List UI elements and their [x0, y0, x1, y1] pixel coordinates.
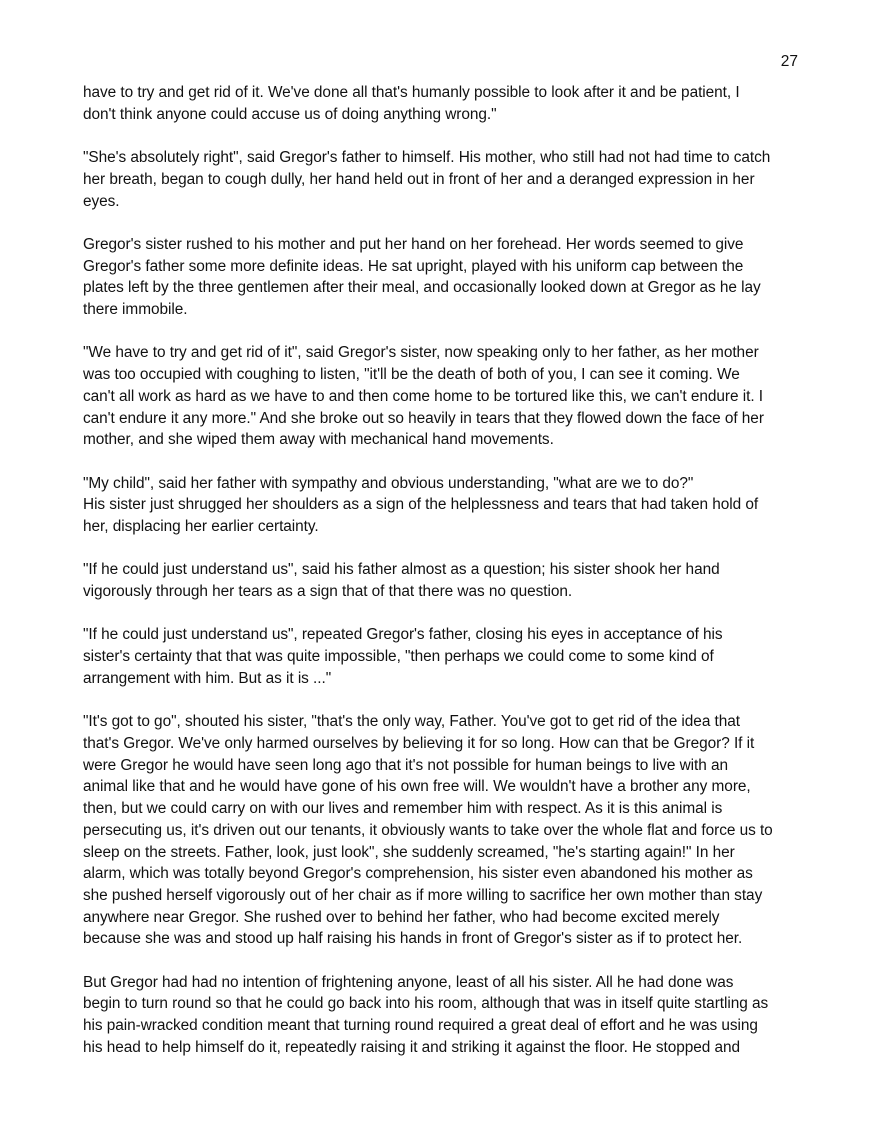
text-line: persecuting us, it's driven out our tenants, it obviously wants to take over the whole flat and force us to — [83, 821, 773, 839]
text-line: there immobile. — [83, 301, 188, 318]
text-line: vigorously through her tears as a sign that of that there was no question. — [83, 583, 573, 601]
text-line: begin to turn round so that he could go back into his room, although that was in itself quite startling as — [83, 995, 769, 1013]
text-line: "My child", said her father with sympathy and obvious understanding, "what are we to do?" — [83, 474, 694, 492]
text-line: that's Gregor. We've only harmed ourselves by believing it for so long. How can that be Gregor? If it — [83, 734, 755, 752]
paragraph — [83, 624, 801, 689]
text-line: "It's got to go", shouted his sister, "that's the only way, Father. You've got to get rid of the idea that — [83, 713, 741, 731]
text-line: then, but we could carry on with our lives and remember him with respect. As it is this animal is — [83, 800, 723, 818]
text-line: "If he could just understand us", repeated Gregor's father, closing his eyes in acceptance of his — [83, 626, 723, 644]
paragraph — [83, 711, 801, 950]
paragraph — [83, 473, 801, 538]
text-line: because she was and stood up half raising his hands in front of Gregor's sister as if to protect her. — [83, 930, 743, 948]
text-line: "She's absolutely right", said Gregor's father to himself. His mother, who still had not had time to catch — [83, 149, 771, 167]
paragraph — [83, 559, 801, 602]
text-line: sleep on the streets. Father, look, just look", she suddenly screamed, "he's starting again!" In her — [83, 843, 735, 861]
page-number: 27 — [780, 53, 798, 70]
text-line: alarm, which was totally beyond Gregor's comprehension, his sister even abandoned his mother as — [83, 865, 753, 883]
text-line: eyes. — [83, 192, 120, 210]
text-line: His sister just shrugged her shoulders as a sign of the helplessness and tears that had taken hold of — [83, 496, 759, 514]
text-line: her breath, began to cough dully, her hand held out in front of her and a deranged expression in her — [83, 170, 755, 188]
text-line: plates left by the three gentlemen after their meal, and occasionally looked down at Gregor as he lay — [83, 279, 761, 297]
paragraph — [83, 82, 801, 125]
text-line: don't think anyone could accuse us of doing anything wrong." — [83, 105, 497, 123]
text-line: mother, and she wiped them away with mechanical hand movements. — [83, 431, 554, 449]
text-line: But Gregor had had no intention of frightening anyone, least of all his sister. All he had done was — [83, 973, 734, 991]
text-line: arrangement with him. But as it is ..." — [83, 669, 332, 687]
text-line: "If he could just understand us", said his father almost as a question; his sister shook her hand — [83, 561, 720, 579]
body-text — [83, 82, 801, 1080]
text-line: his pain-wracked condition meant that turning round required a great deal of effort and he was using — [83, 1017, 758, 1035]
text-line: her, displacing her earlier certainty. — [83, 518, 319, 535]
text-line: was too occupied with coughing to listen, "it'll be the death of both of you, I can see it coming. We — [83, 366, 740, 384]
text-line: Gregor's sister rushed to his mother and put her hand on her forehead. Her words seemed to give — [83, 235, 744, 253]
text-line: can't all work as hard as we have to and then come home to be tortured like this, we can't endure it. I — [83, 387, 763, 405]
text-line: his head to help himself do it, repeatedly raising it and striking it against the floor. He stopped and — [83, 1038, 741, 1056]
text-line: "We have to try and get rid of it", said Gregor's sister, now speaking only to her father, as her mother — [83, 344, 759, 362]
text-line: anywhere near Gregor. She rushed over to behind her father, who had become excited merely — [83, 908, 720, 926]
text-line: can't endure it any more." And she broke out so heavily in tears that they flowed down the face of her — [83, 409, 764, 427]
text-line: she pushed herself vigorously out of her chair as if more willing to sacrifice her own mother than stay — [83, 886, 763, 904]
text-line: have to try and get rid of it. We've done all that's humanly possible to look after it and be patient, I — [83, 84, 740, 101]
text-line: sister's certainty that that was quite impossible, "then perhaps we could come to some kind of — [83, 648, 714, 666]
text-line: Gregor's father some more definite ideas. He sat upright, played with his uniform cap between the — [83, 257, 744, 275]
text-line: animal like that and he would have gone of his own free will. We wouldn't have a brother any more, — [83, 778, 751, 796]
text-line: were Gregor he would have seen long ago that it's not possible for human beings to live with an — [83, 756, 728, 774]
paragraph — [83, 234, 801, 321]
paragraph — [83, 972, 801, 1059]
paragraph — [83, 147, 801, 212]
paragraph — [83, 342, 801, 451]
